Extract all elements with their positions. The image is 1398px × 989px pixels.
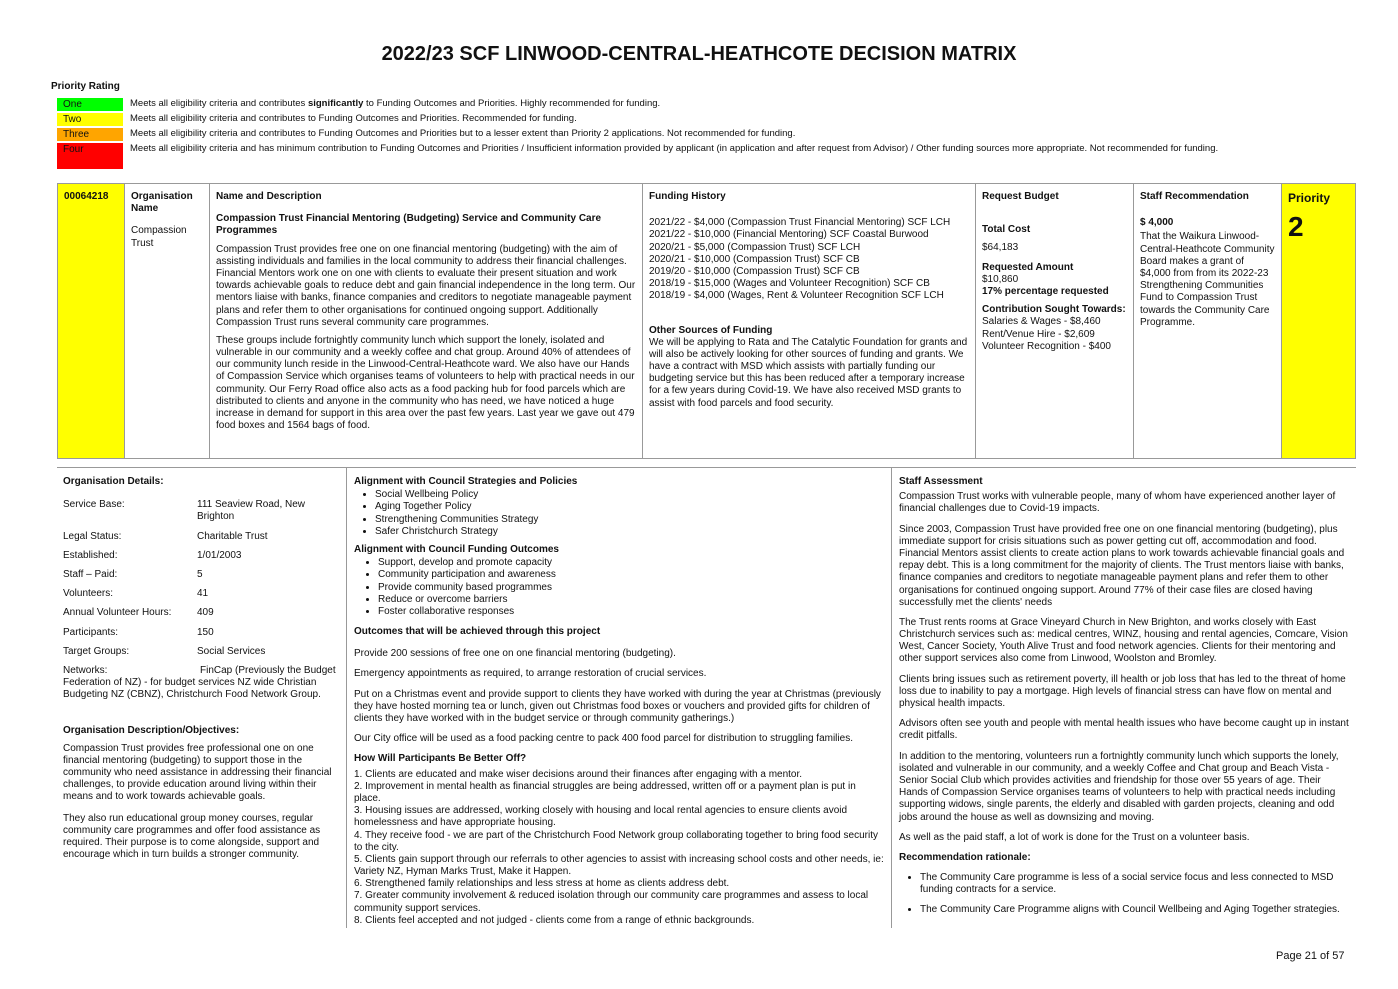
detail-value: Social Services xyxy=(197,645,266,657)
funding-history-item: 2018/19 - $15,000 (Wages and Volunteer Recognition) SCF CB xyxy=(649,278,930,290)
detail-value: 5 xyxy=(197,568,203,580)
staff-assessment-heading: Staff Assessment xyxy=(899,476,983,487)
staff-assessment-paragraph: Compassion Trust works with vulnerable people, many of whom have experienced another layer of financial challenges due to Covid-19 impacts. xyxy=(899,491,1336,515)
request-budget-header: Request Budget xyxy=(982,191,1059,202)
funding-history-item: 2020/21 - $10,000 (Compassion Trust) SCF CB xyxy=(649,253,860,265)
requested-amount-value: $10,860 xyxy=(982,273,1019,285)
application-id-cell xyxy=(58,184,125,458)
project-outcome-item: Put on a Christmas event and provide support to clients they have worked with during the year at Christmas (previously they have hosted morning tea or lunch, given out Christmas food boxes or vouchers and provided gifts for children of clients they have worked with in the budget service or through community gatherings.) xyxy=(354,688,881,724)
other-sources-header: Other Sources of Funding xyxy=(649,324,773,336)
detail-row xyxy=(63,627,340,639)
other-sources-text: We will be applying to Rata and The Catalytic Foundation for grants and will also be actively looking for other sources of funding and grants. We have a contract with MSD which assists with partially funding our budgeting service but this has been reduced after a temporary increase for a few years during Covid-19. We have also received MSD grants to assist with food parcels and food security. xyxy=(649,336,968,409)
rationale-item: • The Community Care programme is less of a social service focus and less connected to MSD funding contracts for a service. xyxy=(920,872,1350,896)
project-description-1: Compassion Trust provides free one on one financial mentoring (budgeting) with the aim of assisting individuals and families in the local community to address their financial challenges. Financial Mentors work one on one with clients to evaluate their present situation and work towards achievable goals to reduce debt and gain financial independence in the long term. Our mentors liaise with banks, finance companies and creditors to negotiate manageable payment plans and refer them to other organisations for continued ongoing support. Additionally Compassion Trust runs several community care programmes. xyxy=(216,243,636,328)
priority-row-four xyxy=(57,143,1317,169)
better-off-item: 6. Strengthened family relationships and less stress at home as clients address debt. xyxy=(354,878,730,890)
funding-history-item: 2019/20 - $10,000 (Compassion Trust) SCF CB xyxy=(649,265,860,277)
better-off-heading: How Will Participants Be Better Off? xyxy=(354,753,527,765)
page-number: Page 21 of 57 xyxy=(1276,950,1345,962)
priority-swatch-two: Two xyxy=(57,113,123,126)
priority-row-three xyxy=(57,128,1317,141)
details-section xyxy=(57,467,1356,928)
staff-recommendation-header: Staff Recommendation xyxy=(1140,191,1249,202)
project-description-2: These groups include fortnightly community lunch which support the lonely, isolated and vulnerable in our community and a weekly coffee and chat group. Around 40% of attendees of our community lunch reside in the Linwood-Central-Heathcote ward. We also have our Hands of Compassion Service which organises teams of volunteers to help with practical needs in our community. Our Ferry Road office also acts as a food packing hub for food parcels which are distributed to clients and anyone in the community who has need, we have noticed a huge increase in demand for support in this area over the past few years. Last year we gave out 479 food boxes and 1564 bags of food. xyxy=(216,334,635,432)
funding-outcomes-list xyxy=(354,557,885,618)
detail-label: Participants: xyxy=(63,626,119,638)
project-outcome-item: Our City office will be used as a food packing centre to pack 400 food parcel for distribution to struggling families. xyxy=(354,733,853,745)
priority-cell xyxy=(1282,184,1355,458)
project-outcome-item: Provide 200 sessions of free one on one financial mentoring (budgeting). xyxy=(354,648,676,660)
strategy-item: • Aging Together Policy xyxy=(375,501,885,513)
staff-assessment-paragraph: As well as the paid staff, a lot of work is done for the Trust on a volunteer basis. xyxy=(899,831,1250,843)
better-off-item: 2. Improvement in mental health as financial struggles are being addressed, written off or a payment plan is put in place. xyxy=(354,780,856,804)
contribution-item: Volunteer Recognition - $400 xyxy=(982,340,1111,352)
better-off-item: 1. Clients are educated and make wiser decisions around their finances after engaging with a mentor. xyxy=(354,768,803,780)
detail-value: 1/01/2003 xyxy=(197,549,242,561)
strategy-item: • Strengthening Communities Strategy xyxy=(375,514,885,526)
priority-row-two xyxy=(57,113,1317,126)
project-outcome-item: Emergency appointments as required, to arrange restoration of crucial services. xyxy=(354,668,707,680)
funding-history-header: Funding History xyxy=(649,191,726,202)
contribution-label: Contribution Sought Towards: xyxy=(982,304,1126,316)
priority-swatch-four: Four xyxy=(57,143,123,169)
funding-outcome-item: • Provide community based programmes xyxy=(378,582,885,594)
request-budget-cell xyxy=(976,184,1134,458)
strategy-item: • Safer Christchurch Strategy xyxy=(375,526,885,538)
priority-header: Priority xyxy=(1288,191,1331,205)
decision-matrix-table xyxy=(57,183,1356,459)
detail-value: Charitable Trust xyxy=(197,530,268,542)
detail-label: Volunteers: xyxy=(63,588,114,600)
description-cell xyxy=(210,184,643,458)
detail-row xyxy=(63,550,340,562)
organisation-description-2: They also run educational group money courses, regular community care programmes and offer food assistance as required. Their purpose is to come alongside, support and encourage which in turn builds a stronger community. xyxy=(63,812,321,861)
priority-swatch-one: One xyxy=(57,98,123,111)
strategies-heading: Alignment with Council Strategies and Policies xyxy=(354,476,578,487)
organisation-details-column xyxy=(57,468,347,928)
detail-value: 150 xyxy=(197,626,214,638)
organisation-details-heading: Organisation Details: xyxy=(63,476,164,487)
better-off-item: 4. They receive food - we are part of the Christchurch Food Network group collaborating together to bring food security to the city. xyxy=(354,829,878,853)
contribution-item: Rent/Venue Hire - $2,609 xyxy=(982,328,1095,340)
better-off-item: 3. Housing issues are addressed, working closely with housing and local rental agencies to ensure clients avoid homelessness and have appropriate housing. xyxy=(354,805,848,829)
total-cost-value: $64,183 xyxy=(982,242,1019,254)
rationale-list xyxy=(899,872,1350,917)
priority-value: 2 xyxy=(1288,210,1304,242)
project-outcomes-heading: Outcomes that will be achieved through this project xyxy=(354,626,601,638)
priority-desc-four: Meets all eligibility criteria and has minimum contribution to Funding Outcomes and Priorities / Insufficient information provided by applicant (in application and after request from Advisor) / Other funding sources more appropriate. Not recommended for funding. xyxy=(130,143,1219,154)
detail-value: 41 xyxy=(197,588,209,600)
project-title: Compassion Trust Financial Mentoring (Budgeting) Service and Community Care Programmes xyxy=(216,213,602,237)
staff-assessment-paragraph: In addition to the mentoring, volunteers run a fortnightly community lunch which supports the lonely, isolated and vulnerable in our community, and a weekly Coffee and Chat group and Beach Vista - Senior Social Club which provides activities and friendship for those over 55 years of age. Their Hands of Compassion Service organises teams of volunteers to help with practical needs including supporting widows, single parents, the elderly and disabled with garden projects, cleaning and odd jobs around the house as well as downsizing and moving. xyxy=(899,750,1339,823)
staff-assessment-column xyxy=(893,468,1356,928)
detail-label: Annual Volunteer Hours: xyxy=(63,607,172,619)
detail-row xyxy=(63,646,340,658)
staff-recommendation-amount: $ 4,000 xyxy=(1140,217,1174,229)
staff-assessment-paragraph: The Trust rents rooms at Grace Vineyard Church in New Brighton, and works closely with East Christchurch services such as: medical centres, WINZ, housing and rental agencies, Comcare, Vision West, Cancer Society, Youth Alive Trust and food network agencies. Clients for their mentoring and other support services also come from Linwood, Woolston and Bromley. xyxy=(899,616,1348,665)
funding-outcome-item: • Foster collaborative responses xyxy=(378,606,885,618)
detail-label: Staff – Paid: xyxy=(63,568,118,580)
organisation-header: Organisation Name xyxy=(131,191,193,215)
organisation-description-heading: Organisation Description/Objectives: xyxy=(63,725,240,737)
better-off-item: 8. Clients feel accepted and not judged - clients come from a range of ethnic backgrounds. xyxy=(354,914,755,926)
staff-recommendation-text: That the Waikura Linwood-Central-Heathcote Community Board makes a grant of $4,000 from from its 2022-23 Strengthening Communities Fund to Compassion Trust towards the Community Care Programme. xyxy=(1140,231,1275,328)
percentage-requested: 17% percentage requested xyxy=(982,285,1109,297)
alignment-column xyxy=(348,468,892,928)
application-id: 00064218 xyxy=(64,191,109,202)
detail-label: Service Base: xyxy=(63,499,125,511)
priority-desc-three: Meets all eligibility criteria and contributes to Funding Outcomes and Priorities but to a lesser extent than Priority 2 applications. Not recommended for funding. xyxy=(130,128,796,139)
total-cost-label: Total Cost xyxy=(982,224,1031,236)
priority-desc-two: Meets all eligibility criteria and contributes to Funding Outcomes and Priorities. Recommended for funding. xyxy=(130,113,577,124)
organisation-name: Compassion Trust xyxy=(131,225,187,249)
rationale-item: • The Community Care Programme aligns with Council Wellbeing and Aging Together strategies. xyxy=(920,904,1350,916)
detail-row xyxy=(63,499,340,523)
better-off-item: 7. Greater community involvement & reduced isolation through our community care programmes and assess to local community support services. xyxy=(354,890,869,914)
strategies-list xyxy=(354,489,885,538)
detail-row xyxy=(63,588,340,600)
detail-row xyxy=(63,569,340,581)
strategy-item: • Social Wellbeing Policy xyxy=(375,489,885,501)
funding-history-item: 2021/22 - $10,000 (Financial Mentoring) SCF Coastal Burwood xyxy=(649,229,929,241)
organisation-cell xyxy=(125,184,210,458)
requested-amount-label: Requested Amount xyxy=(982,261,1074,273)
staff-assessment-paragraph: Advisors often see youth and people with mental health issues who have become caught up in instant credit pitfalls. xyxy=(899,718,1349,742)
rationale-heading: Recommendation rationale: xyxy=(899,851,1031,863)
priority-desc-one: Meets all eligibility criteria and contributes significantly to Funding Outcomes and Priorities. Highly recommended for funding. xyxy=(130,98,661,109)
funding-history-item: 2020/21 - $5,000 (Compassion Trust) SCF LCH xyxy=(649,241,861,253)
funding-outcome-item: • Support, develop and promote capacity xyxy=(378,557,885,569)
contribution-item: Salaries & Wages - $8,460 xyxy=(982,316,1101,328)
priority-swatch-three: Three xyxy=(57,128,123,141)
staff-assessment-paragraph: Since 2003, Compassion Trust have provided free one on one financial mentoring (budgeting), plus immediate support for crisis situations such as power getting cut off, accommodation and food. Financial Mentors assist clients to create action plans to work towards achievable financial goals and repay debt. This is a long commitment for the majority of clients. The Trust mentors liaise with banks, finance companies and creditors to negotiate manageable payment plans and refer them to other organisations for continued ongoing support. Around 77% of their case files are closed having successfully met the clients' needs xyxy=(899,523,1345,608)
organisation-description-1: Compassion Trust provides free professional one on one financial mentoring (budgeting) to support those in the community who need assistance in addressing their financial challenges, to provide education around living within their means and to work towards achievable goals. xyxy=(63,742,332,803)
detail-label: Established: xyxy=(63,549,118,561)
priority-row-one xyxy=(57,98,1317,111)
funding-outcome-item: • Community participation and awareness xyxy=(378,569,885,581)
priority-rating-heading: Priority Rating xyxy=(51,81,120,92)
staff-assessment-paragraph: Clients bring issues such as retirement poverty, ill health or job loss that has led to the threat of home loss due to inability to pay a mortgage. High levels of financial stress can have flow on mental and physical health impacts. xyxy=(899,673,1346,709)
funding-outcomes-heading: Alignment with Council Funding Outcomes xyxy=(354,543,559,555)
detail-value: 111 Seaview Road, New Brighton xyxy=(197,499,306,523)
detail-label: Target Groups: xyxy=(63,645,130,657)
detail-label: Legal Status: xyxy=(63,530,122,542)
funding-outcome-item: • Reduce or overcome barriers xyxy=(378,594,885,606)
networks-label: Networks: xyxy=(63,664,108,676)
funding-history-item: 2021/22 - $4,000 (Compassion Trust Financial Mentoring) SCF LCH xyxy=(649,217,951,229)
funding-history-cell xyxy=(643,184,976,458)
funding-history-item: 2018/19 - $4,000 (Wages, Rent & Volunteer Recognition SCF LCH xyxy=(649,290,944,302)
networks-row xyxy=(63,665,340,702)
detail-value: 409 xyxy=(197,607,214,619)
detail-row xyxy=(63,607,340,619)
better-off-item: 5. Clients gain support through our referrals to other agencies to assist with increasing school costs and other needs, ie: Variety NZ, Hyman Marks Trust, Make it Happen. xyxy=(354,853,884,878)
page-title: 2022/23 SCF LINWOOD-CENTRAL-HEATHCOTE DECISION MATRIX xyxy=(381,43,1017,65)
staff-recommendation-cell xyxy=(1134,184,1282,458)
detail-row xyxy=(63,531,340,543)
networks-value: FinCap (Previously the Budget Federation of NZ) - for budget services NZ wide Christian Budgeting NZ (CBNZ), Christchurch Food Network Group. xyxy=(63,664,336,701)
description-header: Name and Description xyxy=(216,191,322,202)
